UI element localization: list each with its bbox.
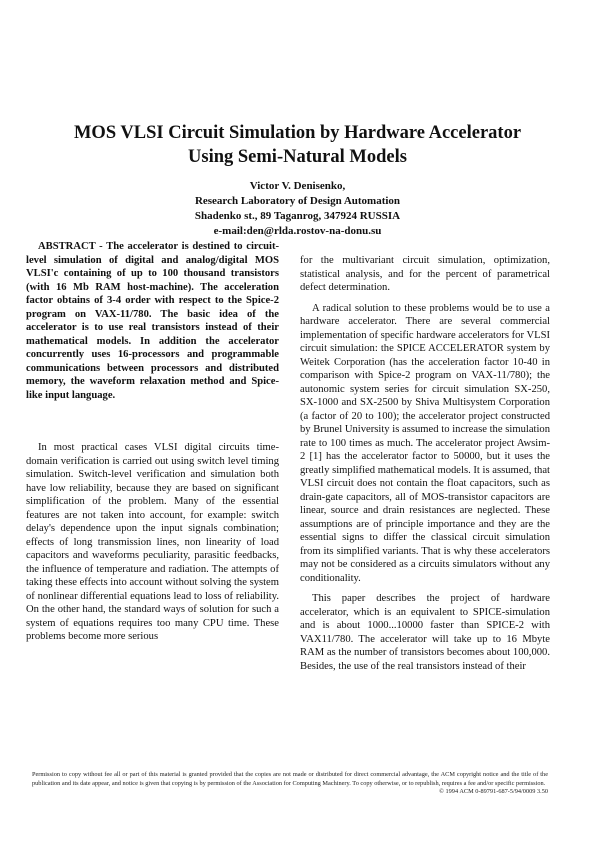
- author-address: Shadenko st., 89 Taganrog, 347924 RUSSIA: [194, 210, 401, 222]
- abstract: ABSTRACT - The accelerator is destined to circuit-level simulation of digital and analog/digital MOS VLSI'c containing of up to 100 thousand transistors (with 16 Mb RAM host-machine). The acceleration factor obtains of 3-4 order with respect to the Spice-2 program on VAX-11/780. The basic idea of the accelerator is to use real transistors instead of their mathematical models. In addition the accelerator concurrently uses 16-processors and programmable communications between processors and distributed memory, the waveform relaxation method and Spice-like input language.: [26, 241, 279, 401]
- right-column: [300, 254, 550, 673]
- body-paragraph-2: A radical solution to these problems would be to use a hardware accelerator. There are several commercial implementation of specific hardware accelerators for VLSI circuit simulation: the SPICE ACCELERATOR system by Weitek Corporation (has the acceleration factor 10-40 in comparison with Spice-2 program on VAX-11/780); the autonomic system series for circuit simulation SX-250, SX-1000 and SX-2500 by Shiva Multisystem Corporation (a factor of 20 to 100); the accelerator project constructed by Brunel University is assumed to increase the simulation rate to 100 times as much. The accelerator project Awsim-2 [1] has the accelerator factor to 50000, but it uses the greatly simplified mathematical models. It is assumed, that VLSI circuit does not contain the float capacitors, such as drain-gate capacitors, all of MOS-transistor capacitors are linear, source and drain resistances are neglected. These assumptions are of principle importance and they are the essential signs to differ the classical circuit simulation from its simplified variants. That is why these accelerators may not be considered as a circuits simulators without any conditionality.: [300, 302, 550, 584]
- author-email: e-mail:den@rlda.rostov-na-donu.su: [213, 225, 382, 237]
- author-affiliation: Research Laboratory of Design Automation: [194, 195, 401, 207]
- permission-notice: Permission to copy without fee all or part of this material is granted provided that the copies are not made or distributed for direct commercial advantage, the ACM copyright notice and the title of the publication and its date appear, and notice is given that copying is by permission of the Association for Computing Machinery. To copy otherwise, or to republish, requires a fee and/or specific permission.: [32, 771, 548, 787]
- permission-footer: [32, 771, 548, 797]
- paragraph-spacer: [300, 585, 550, 592]
- paragraph-spacer: [300, 295, 550, 302]
- title-line-1: MOS VLSI Circuit Simulation by Hardware Accelerator: [73, 123, 522, 143]
- body-paragraph-1-continued: for the multivariant circuit simulation, optimization, statistical analysis, and for the percent of parametrical defect determination.: [300, 255, 550, 293]
- title-line-2: Using Semi-Natural Models: [188, 147, 407, 167]
- body-paragraph-1: In most practical cases VLSI digital circuits time-domain verification is carried out using switch level timing simulation. Switch-level verification and simulation both have low reliability, because they are based on significant simplification of the problem. Many of the essential features are not taken into account, for example: switch delay's dependence upon the input signals combination; effects of long transmission lines, non linearity of load capacitors and waveforms peculiarity, parasitic feedbacks, the influence of temperature and radiation. The attempts of taking these effects into account without solving the system of nonlinear differential equations lead to loss of reliability. On the other hand, the standard ways of solution for such a system of equations requires too many CPU time. These problems become more serious: [26, 442, 279, 642]
- paper-title: [30, 121, 565, 169]
- left-column: [26, 240, 279, 644]
- abstract-spacer: [26, 402, 279, 441]
- author-name: Victor V. Denisenko,: [249, 180, 346, 192]
- author-block: [60, 179, 535, 239]
- copyright-notice: © 1994 ACM 0-89791-687-5/94/0009 3.50: [439, 788, 548, 796]
- body-paragraph-3: This paper describes the project of hardware accelerator, which is an equivalent to SPICE-simulation and is about 1000...10000 faster than SPICE-2 with VAX11/780. The accelerator will take up to 16 Mbyte RAM as the number of transistors becomes about 100,000. Besides, the use of the real transistors instead of their: [300, 593, 550, 672]
